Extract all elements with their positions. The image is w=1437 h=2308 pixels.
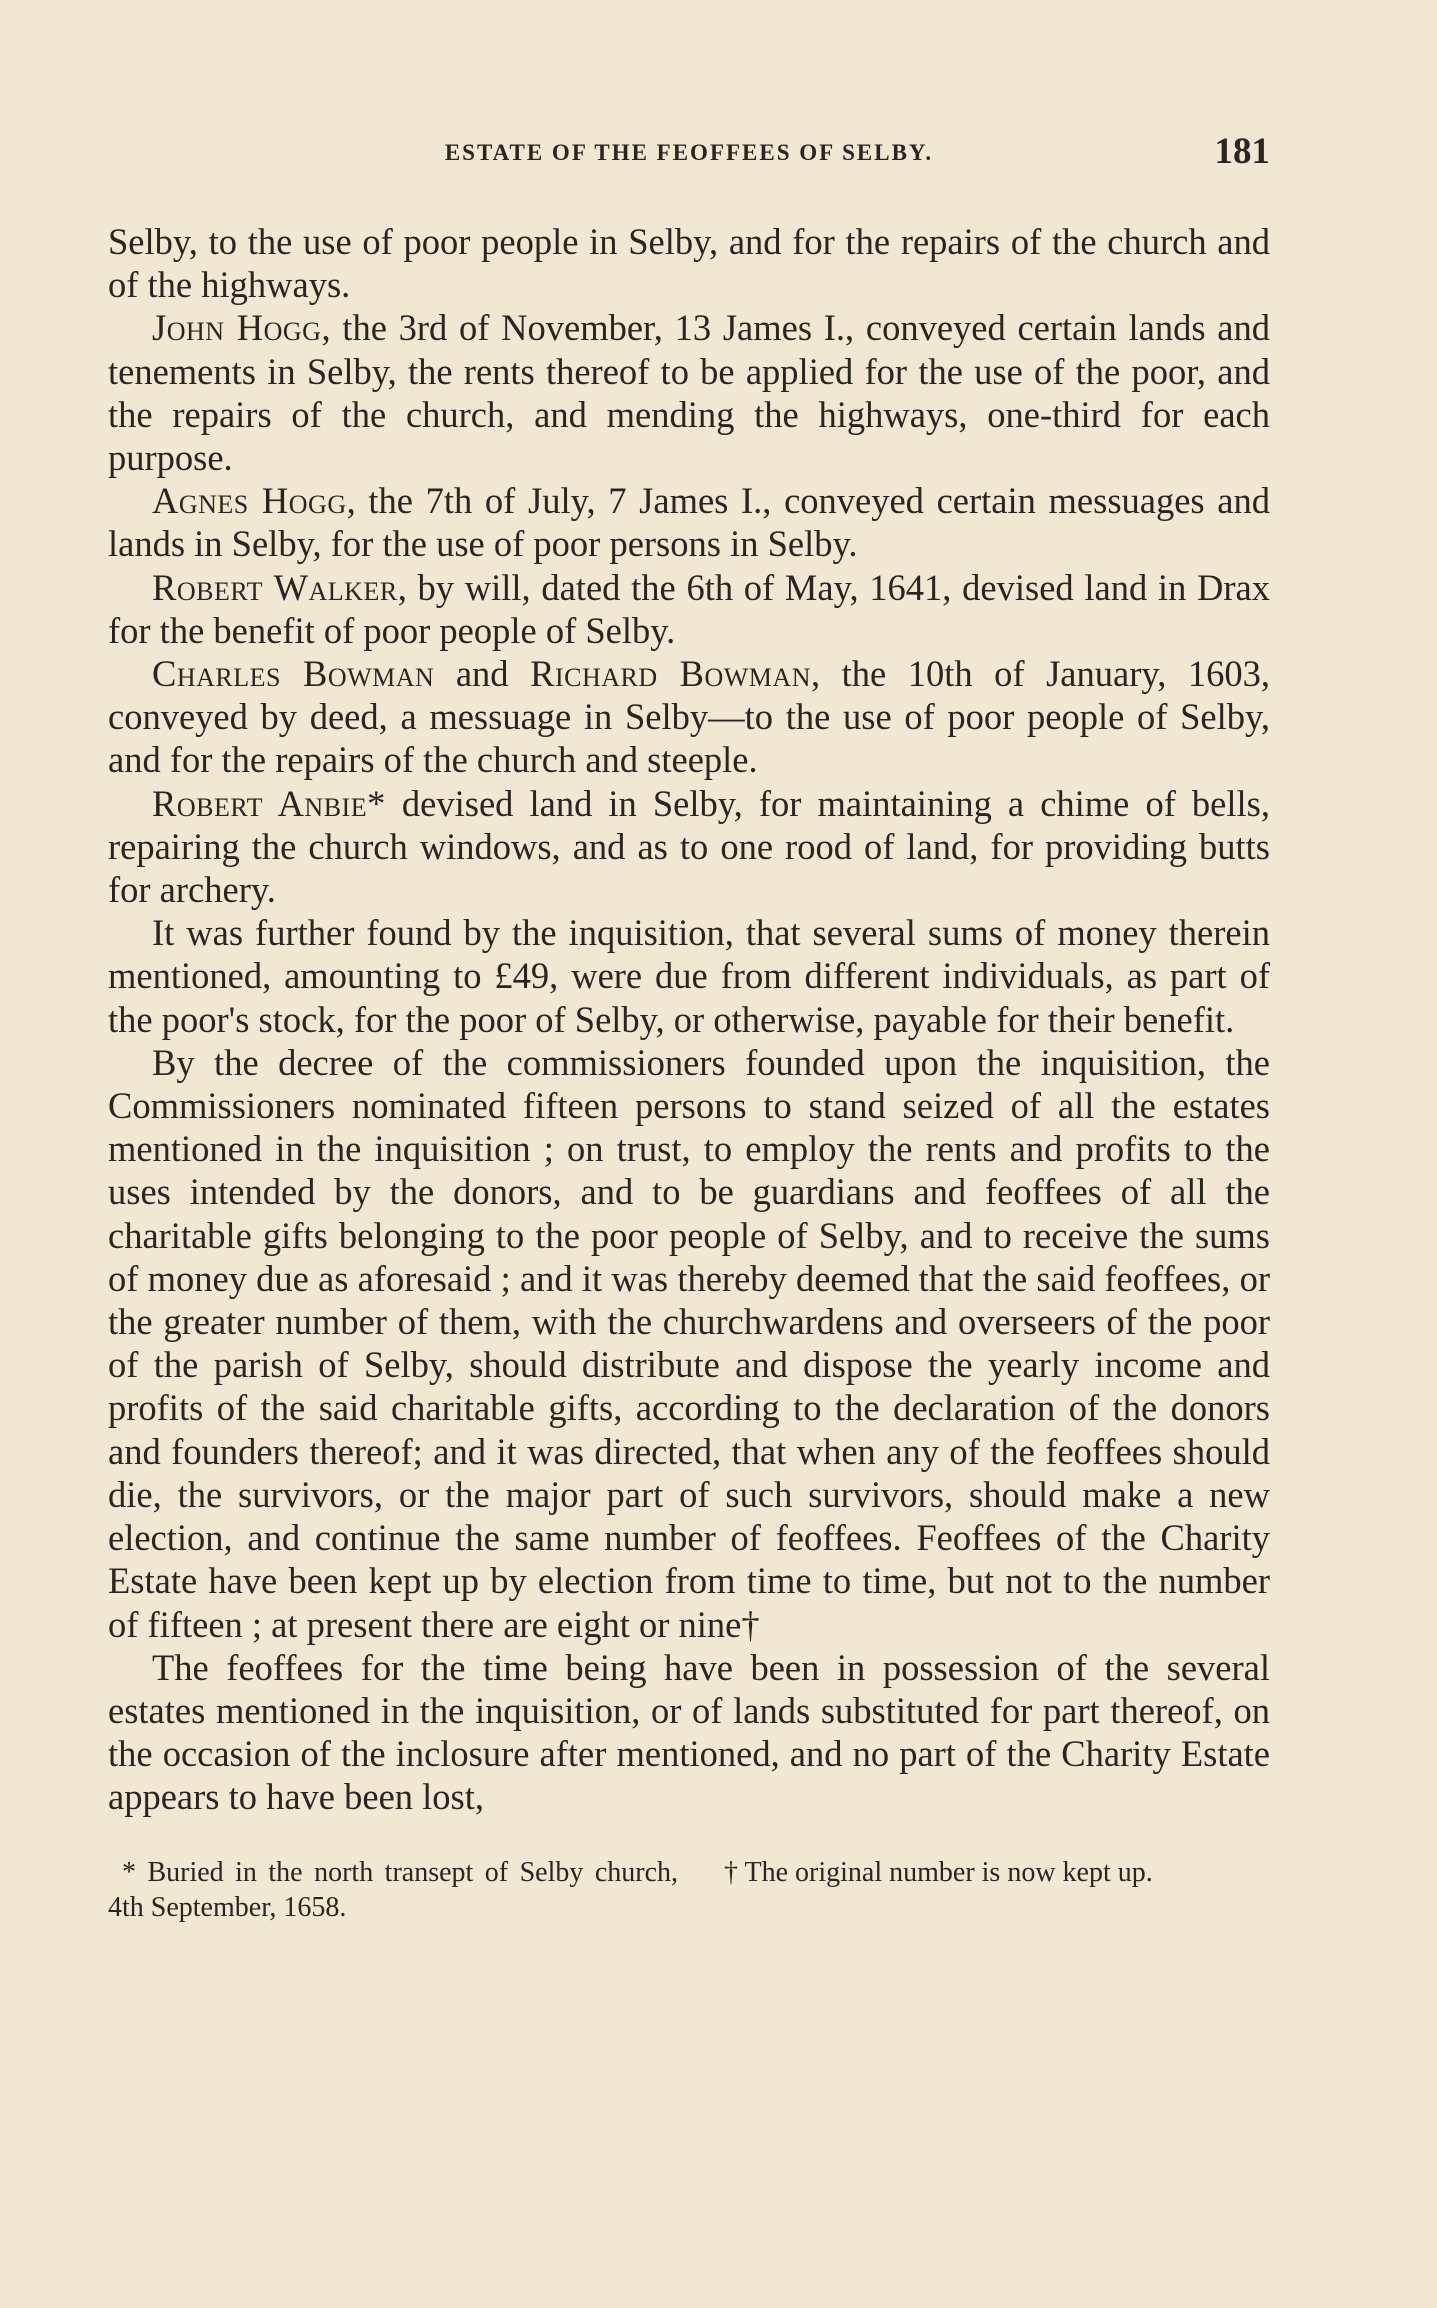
paragraph-text: By the decree of the commissioners founded upon the inquisition, the Commissioners nominated fifteen persons to stand seized of all the estates mentioned in the inquisition ; on trust, to employ the rents and profits to the uses intended by the donors, and to be guardians and feoffees of all the charitable gifts belonging to the poor people of Selby, and to receive the sums of money due as aforesaid ; and it was thereby deemed that the said feoffees, or the greater number of them, with the churchwardens and overseers of the poor of the parish of Selby, should distribute and dispose the yearly income and profits of the said charitable gifts, according to the declaration of the donors and founders thereof; and it was directed, that when any of the feoffees should die, the survivors, or the major part of such survivors, should make a new election, and continue the same number of feoffees. Feoffees of the Charity Estate have been kept up by election from time to time, but not to the number of fifteen ; at present there are eight or nine†: [108, 1041, 1270, 1645]
book-page: [108, 130, 1270, 1925]
running-title: ESTATE OF THE FEOFFEES OF SELBY.: [444, 140, 934, 165]
footnote-dagger: † The original number is now kept up.: [724, 1856, 1153, 1888]
body-text: [108, 220, 1270, 1819]
paragraph-text: , the 7th of July, 7 James I., conveyed certain messuages and lands in Selby, for the use of poor persons in Selby.: [108, 480, 1270, 565]
footnote-asterisk: * Buried in the north transept of Selby church, 4th September, 1658.: [108, 1856, 678, 1923]
paragraph-agnes-hogg: [108, 479, 1270, 565]
paragraph-possession: [108, 1646, 1270, 1819]
paragraph-continuation: [108, 220, 1270, 306]
paragraph-bowman: [108, 652, 1270, 782]
person-name: Charles Bowman: [152, 653, 435, 695]
person-name: Robert Anbie*: [152, 782, 386, 824]
paragraph-text-second: , the 10th of January, 1603, conveyed by deed, a messuage in Selby—to the use of poor people of Selby, and for the repairs of the church and steeple.: [108, 653, 1271, 781]
paragraph-text: It was further found by the inquisition, that several sums of money therein mentioned, amounting to £49, were due from different individuals, as part of the poor's stock, for the poor of Selby, or otherwise, payable for their benefit.: [108, 912, 1270, 1040]
person-name: Robert Walker: [152, 566, 398, 608]
footnotes: [108, 1855, 1270, 1925]
person-name-second: Richard Bowman: [530, 653, 811, 695]
paragraph-robert-walker: [108, 566, 1270, 652]
paragraph-text: and: [434, 653, 531, 695]
running-head: [108, 130, 1270, 190]
paragraph-decree: [108, 1041, 1270, 1646]
paragraph-text: Selby, to the use of poor people in Selby, and for the repairs of the church and of the highways.: [108, 221, 1270, 306]
paragraph-text: devised land in Selby, for maintaining a chime of bells, repairing the church windows, and as to one rood of land, for providing butts for archery.: [108, 782, 1270, 911]
paragraph-inquisition-sums: [108, 911, 1270, 1041]
page-number: 181: [1214, 131, 1270, 172]
paragraph-robert-anbie: [108, 782, 1270, 912]
paragraph-text: , by will, dated the 6th of May, 1641, devised land in Drax for the benefit of poor people of Selby.: [108, 566, 1270, 651]
paragraph-text: The feoffees for the time being have been in possession of the several estates mentioned in the inquisition, or of lands substituted for part thereof, on the occasion of the inclosure after mentioned, and no part of the Charity Estate appears to have been lost,: [108, 1646, 1270, 1818]
paragraph-john-hogg: [108, 306, 1270, 479]
person-name: John Hogg: [152, 307, 322, 349]
person-name: Agnes Hogg: [152, 480, 347, 522]
paragraph-text: , the 3rd of November, 13 James I., conveyed certain lands and tenements in Selby, the rents thereof to be applied for the use of the poor, and the repairs of the church, and mending the highways, one-third for each purpose.: [108, 307, 1270, 479]
